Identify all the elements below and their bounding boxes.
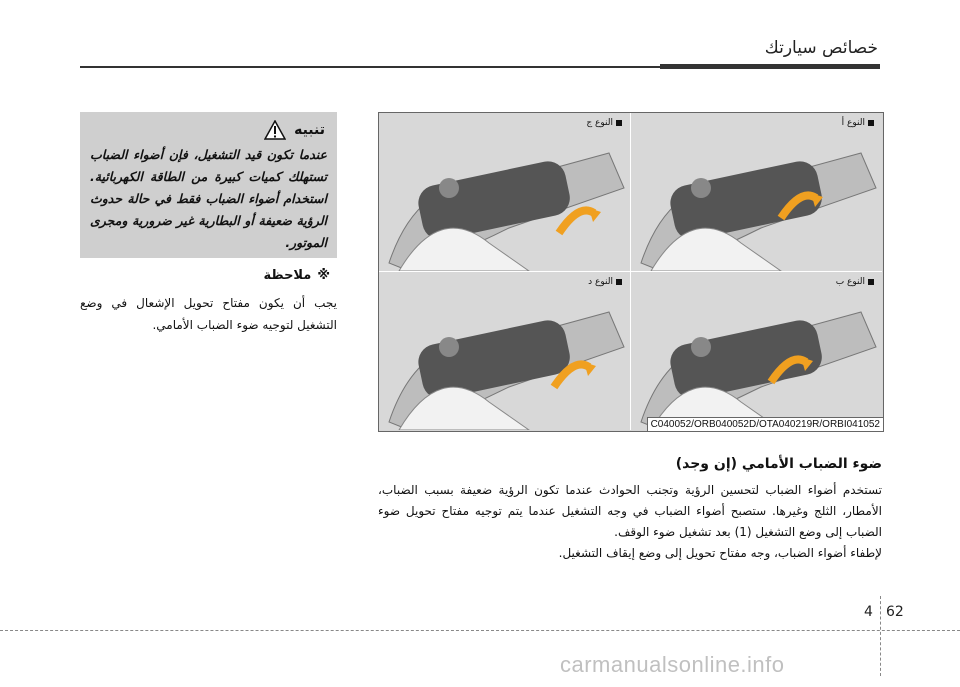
warning-icon: [264, 120, 286, 140]
headlamp-switch-illustration: [631, 272, 882, 430]
figure-quadrant-type-a: [631, 113, 882, 272]
page-header-title: خصائص سيارتك: [764, 38, 878, 58]
note-title: ملاحظة: [263, 268, 312, 283]
caution-title: تنبيه: [294, 122, 325, 138]
figure-quadrant-type-b: [631, 272, 882, 430]
note-heading: [264, 268, 330, 283]
caution-box: [80, 112, 337, 258]
footer-divider: [880, 596, 881, 676]
footer-rule: [0, 630, 960, 631]
figure-quadrant-type-c: [379, 113, 631, 272]
section-paragraph: تستخدم أضواء الضباب لتحسين الرؤية وتجنب الحوادث عندما تكون الرؤية ضعيفة بسبب الضباب، الأمطار، الثلج وغيرها. ستصبح أضواء الضباب في وجه التشغيل عندما يتم توجيه مفتاح تحويل ضوء الضباب إلى وضع التشغيل (1) بعد تشغيل ضوء الوقف.: [378, 483, 882, 539]
switch-figure: [378, 112, 884, 432]
quadrant-label: النوع ج: [586, 118, 613, 128]
section-body: [378, 480, 882, 564]
note-symbol: ※: [317, 268, 330, 283]
figure-quadrant-type-d: [379, 272, 631, 430]
page-number: 62: [886, 604, 904, 620]
headlamp-switch-illustration: [379, 113, 630, 271]
header-rule-accent: [660, 64, 880, 69]
quadrant-label: النوع د: [588, 277, 613, 287]
quadrant-label: النوع ب: [835, 277, 865, 287]
figure-caption: C040052/ORB040052D/OTA040219R/ORBI041052: [647, 417, 883, 431]
headlamp-switch-illustration: [379, 272, 630, 430]
section-paragraph: لإطفاء أضواء الضباب، وجه مفتاح تحويل إلى وضع إيقاف التشغيل.: [558, 546, 882, 560]
section-title: ضوء الضباب الأمامي (إن وجد): [675, 456, 882, 472]
watermark: carmanualsonline.info: [560, 652, 785, 677]
headlamp-switch-illustration: [631, 113, 882, 271]
quadrant-label: النوع أ: [841, 118, 865, 128]
caution-body: عندما تكون قيد التشغيل، فإن أضواء الضباب تستهلك كميات كبيرة من الطاقة الكهربائية. استخدام أضواء الضباب فقط في حالة حدوث الرؤية ضعيفة أو البطارية غير ضرورية ومجرى الموتور.: [90, 147, 327, 250]
note-body: يجب أن يكون مفتاح تحويل الإشعال في وضع التشغيل لتوجيه ضوء الضباب الأمامي.: [80, 296, 337, 332]
chapter-number: 4: [864, 604, 873, 620]
